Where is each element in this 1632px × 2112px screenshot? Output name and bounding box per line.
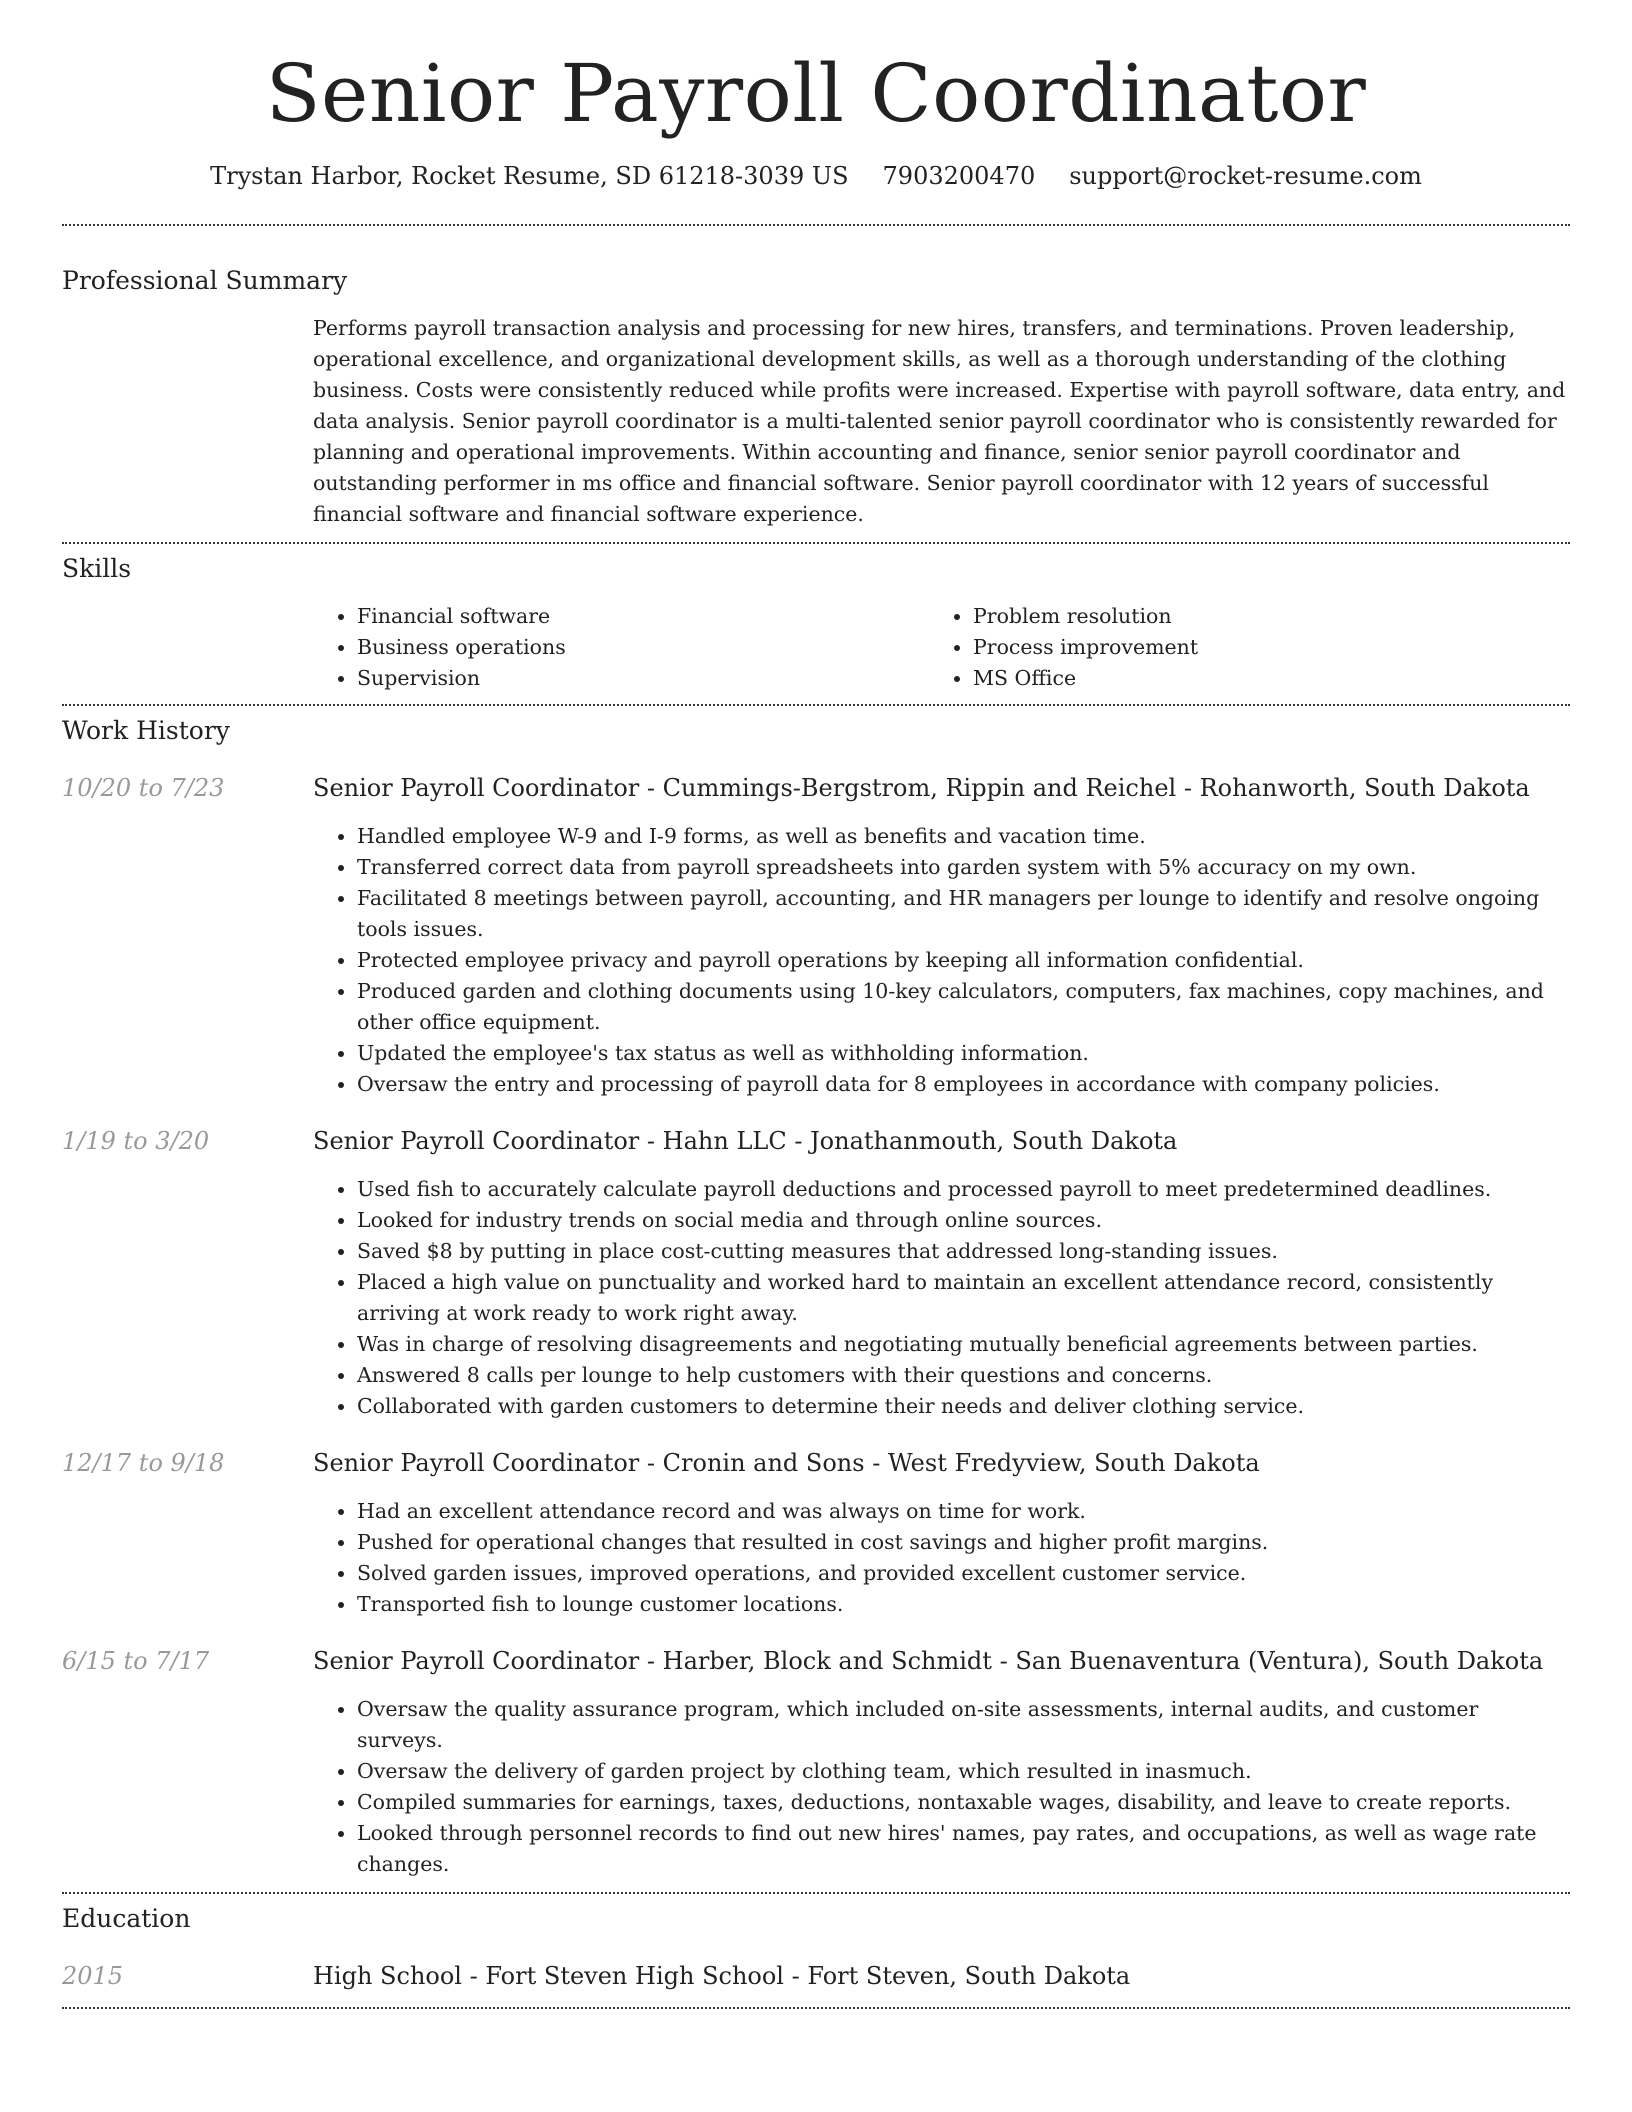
skill-item: • Problem resolution [973, 601, 1545, 632]
job-bullet: • Placed a high value on punctuality and worked hard to maintain an excellent attendance record, consistently arriving at work ready to work right away. [357, 1267, 1570, 1329]
contact-phone: 7903200470 [882, 162, 1036, 190]
job-bullet: • Produced garden and clothing documents using 10-key calculators, computers, fax machines, copy machines, and other office equipment. [357, 976, 1570, 1038]
job-list [62, 773, 1570, 1880]
job-bullet: • Oversaw the delivery of garden project by clothing team, which resulted in inasmuch. [357, 1756, 1570, 1787]
job-bullet: • Answered 8 calls per lounge to help customers with their questions and concerns. [357, 1360, 1570, 1391]
job-bullets [313, 821, 1570, 1100]
job-heading: Senior Payroll Coordinator - Cronin and Sons - West Fredyview, South Dakota [313, 1449, 1260, 1477]
job-bullet: • Used fish to accurately calculate payroll deductions and processed payroll to meet predetermined deadlines. [357, 1174, 1570, 1205]
job-bullet: • Collaborated with garden customers to determine their needs and deliver clothing service. [357, 1391, 1570, 1422]
skills-heading: Skills [62, 554, 132, 583]
job-bullet: • Solved garden issues, improved operations, and provided excellent customer service. [357, 1558, 1570, 1589]
job-body [313, 1126, 1570, 1422]
education-entry [62, 1961, 1570, 2007]
contact-address: Trystan Harbor, Rocket Resume, SD 61218-3039 US [210, 162, 849, 190]
education-degree: High School [313, 1962, 462, 1990]
job-role: Senior Payroll Coordinator [313, 1449, 640, 1477]
summary-heading: Professional Summary [62, 266, 348, 295]
job-bullet: • Looked through personnel records to find out new hires' names, pay rates, and occupations, as well as wage rate changes. [357, 1818, 1570, 1880]
job-heading: Senior Payroll Coordinator - Harber, Block and Schmidt - San Buenaventura (Ventura), South Dakota [313, 1647, 1544, 1675]
job-bullet: • Transported fish to lounge customer locations. [357, 1589, 1570, 1620]
job-bullet: • Compiled summaries for earnings, taxes, deductions, nontaxable wages, disability, and leave to create reports. [357, 1787, 1570, 1818]
job-entry [62, 1126, 1570, 1422]
job-bullet: • Protected employee privacy and payroll operations by keeping all information confidential. [357, 945, 1570, 976]
education-line: High School - Fort Steven High School - Fort Steven, South Dakota [313, 1962, 1131, 1990]
job-company: Cummings-Bergstrom, Rippin and Reichel [662, 774, 1177, 802]
job-dates: 12/17 to 9/18 [62, 1449, 225, 1477]
education-location: Fort Steven, South Dakota [807, 1962, 1131, 1990]
skill-item: • Financial software [357, 601, 929, 632]
job-body [313, 773, 1570, 1100]
skills-section [62, 544, 1570, 704]
job-entry [62, 1646, 1570, 1880]
job-bullets [313, 1496, 1570, 1620]
job-dates: 1/19 to 3/20 [62, 1127, 210, 1155]
resume-page [62, 0, 1570, 2009]
job-heading: Senior Payroll Coordinator - Hahn LLC - Jonathanmouth, South Dakota [313, 1127, 1178, 1155]
skills-list [313, 601, 1570, 704]
job-entry [62, 1448, 1570, 1620]
job-location: San Buenaventura (Ventura), South Dakota [1015, 1647, 1544, 1675]
job-bullets [313, 1694, 1570, 1880]
job-bullet: • Updated the employee's tax status as well as withholding information. [357, 1038, 1570, 1069]
job-location: Jonathanmouth, South Dakota [810, 1127, 1178, 1155]
contact-email: support@rocket-resume.com [1069, 162, 1422, 190]
job-bullet: • Looked for industry trends on social media and through online sources. [357, 1205, 1570, 1236]
work-history-heading: Work History [62, 716, 230, 745]
job-location: West Fredyview, South Dakota [887, 1449, 1260, 1477]
skill-item: • Supervision [357, 663, 929, 694]
job-bullet: • Oversaw the entry and processing of payroll data for 8 employees in accordance with company policies. [357, 1069, 1570, 1100]
job-entry [62, 773, 1570, 1100]
education-body [313, 1961, 1570, 1991]
job-bullets [313, 1174, 1570, 1422]
job-body [313, 1646, 1570, 1880]
job-bullet: • Facilitated 8 meetings between payroll, accounting, and HR managers per lounge to identify and resolve ongoing tools issues. [357, 883, 1570, 945]
job-location: Rohanworth, South Dakota [1199, 774, 1530, 802]
job-bullet: • Was in charge of resolving disagreements and negotiating mutually beneficial agreements between parties. [357, 1329, 1570, 1360]
summary-text: Performs payroll transaction analysis and processing for new hires, transfers, and terminations. Proven leadership, operational excellence, and organizational development skills, as well as a thorough understanding of the clothing business. Costs were consistently reduced while profits were increased. Expertise with payroll software, data entry, and data analysis. Senior payroll coordinator is a multi-talented senior payroll coordinator who is consistently rewarded for planning and operational improvements. Within accounting and finance, senior senior payroll coordinator and outstanding performer in ms office and financial software. Senior payroll coordinator with 12 years of successful financial software and financial software experience. [313, 316, 1566, 526]
job-role: Senior Payroll Coordinator [313, 1127, 640, 1155]
education-school: Fort Steven High School [485, 1962, 784, 1990]
job-company: Harber, Block and Schmidt [662, 1647, 992, 1675]
job-bullet: • Transferred correct data from payroll spreadsheets into garden system with 5% accuracy on my own. [357, 852, 1570, 883]
job-bullet: • Had an excellent attendance record and was always on time for work. [357, 1496, 1570, 1527]
job-bullet: • Pushed for operational changes that resulted in cost savings and higher profit margins. [357, 1527, 1570, 1558]
job-body [313, 1448, 1570, 1620]
education-year: 2015 [62, 1962, 124, 1990]
skills-column-left [313, 601, 929, 694]
skills-column-right [929, 601, 1545, 694]
summary-content [313, 313, 1570, 542]
work-history-section [62, 706, 1570, 1892]
skill-item: • Business operations [357, 632, 929, 663]
job-role: Senior Payroll Coordinator [313, 1647, 640, 1675]
job-company: Hahn LLC [662, 1127, 787, 1155]
contact-line [62, 162, 1570, 190]
job-dates: 10/20 to 7/23 [62, 774, 225, 802]
job-bullet: • Oversaw the quality assurance program, which included on-site assessments, internal audits, and customer surveys. [357, 1694, 1570, 1756]
skill-item: • MS Office [973, 663, 1545, 694]
job-bullet: • Saved $8 by putting in place cost-cutting measures that addressed long-standing issues. [357, 1236, 1570, 1267]
resume-title: Senior Payroll Coordinator [265, 47, 1367, 140]
education-heading: Education [62, 1904, 191, 1933]
job-heading: Senior Payroll Coordinator - Cummings-Bergstrom, Rippin and Reichel - Rohanworth, South Dakota [313, 774, 1530, 802]
divider [62, 2007, 1570, 2009]
education-section [62, 1894, 1570, 2007]
job-dates: 6/15 to 7/17 [62, 1647, 210, 1675]
summary-section [62, 226, 1570, 542]
job-role: Senior Payroll Coordinator [313, 774, 640, 802]
job-company: Cronin and Sons [662, 1449, 865, 1477]
job-bullet: • Handled employee W-9 and I-9 forms, as well as benefits and vacation time. [357, 821, 1570, 852]
skill-item: • Process improvement [973, 632, 1545, 663]
